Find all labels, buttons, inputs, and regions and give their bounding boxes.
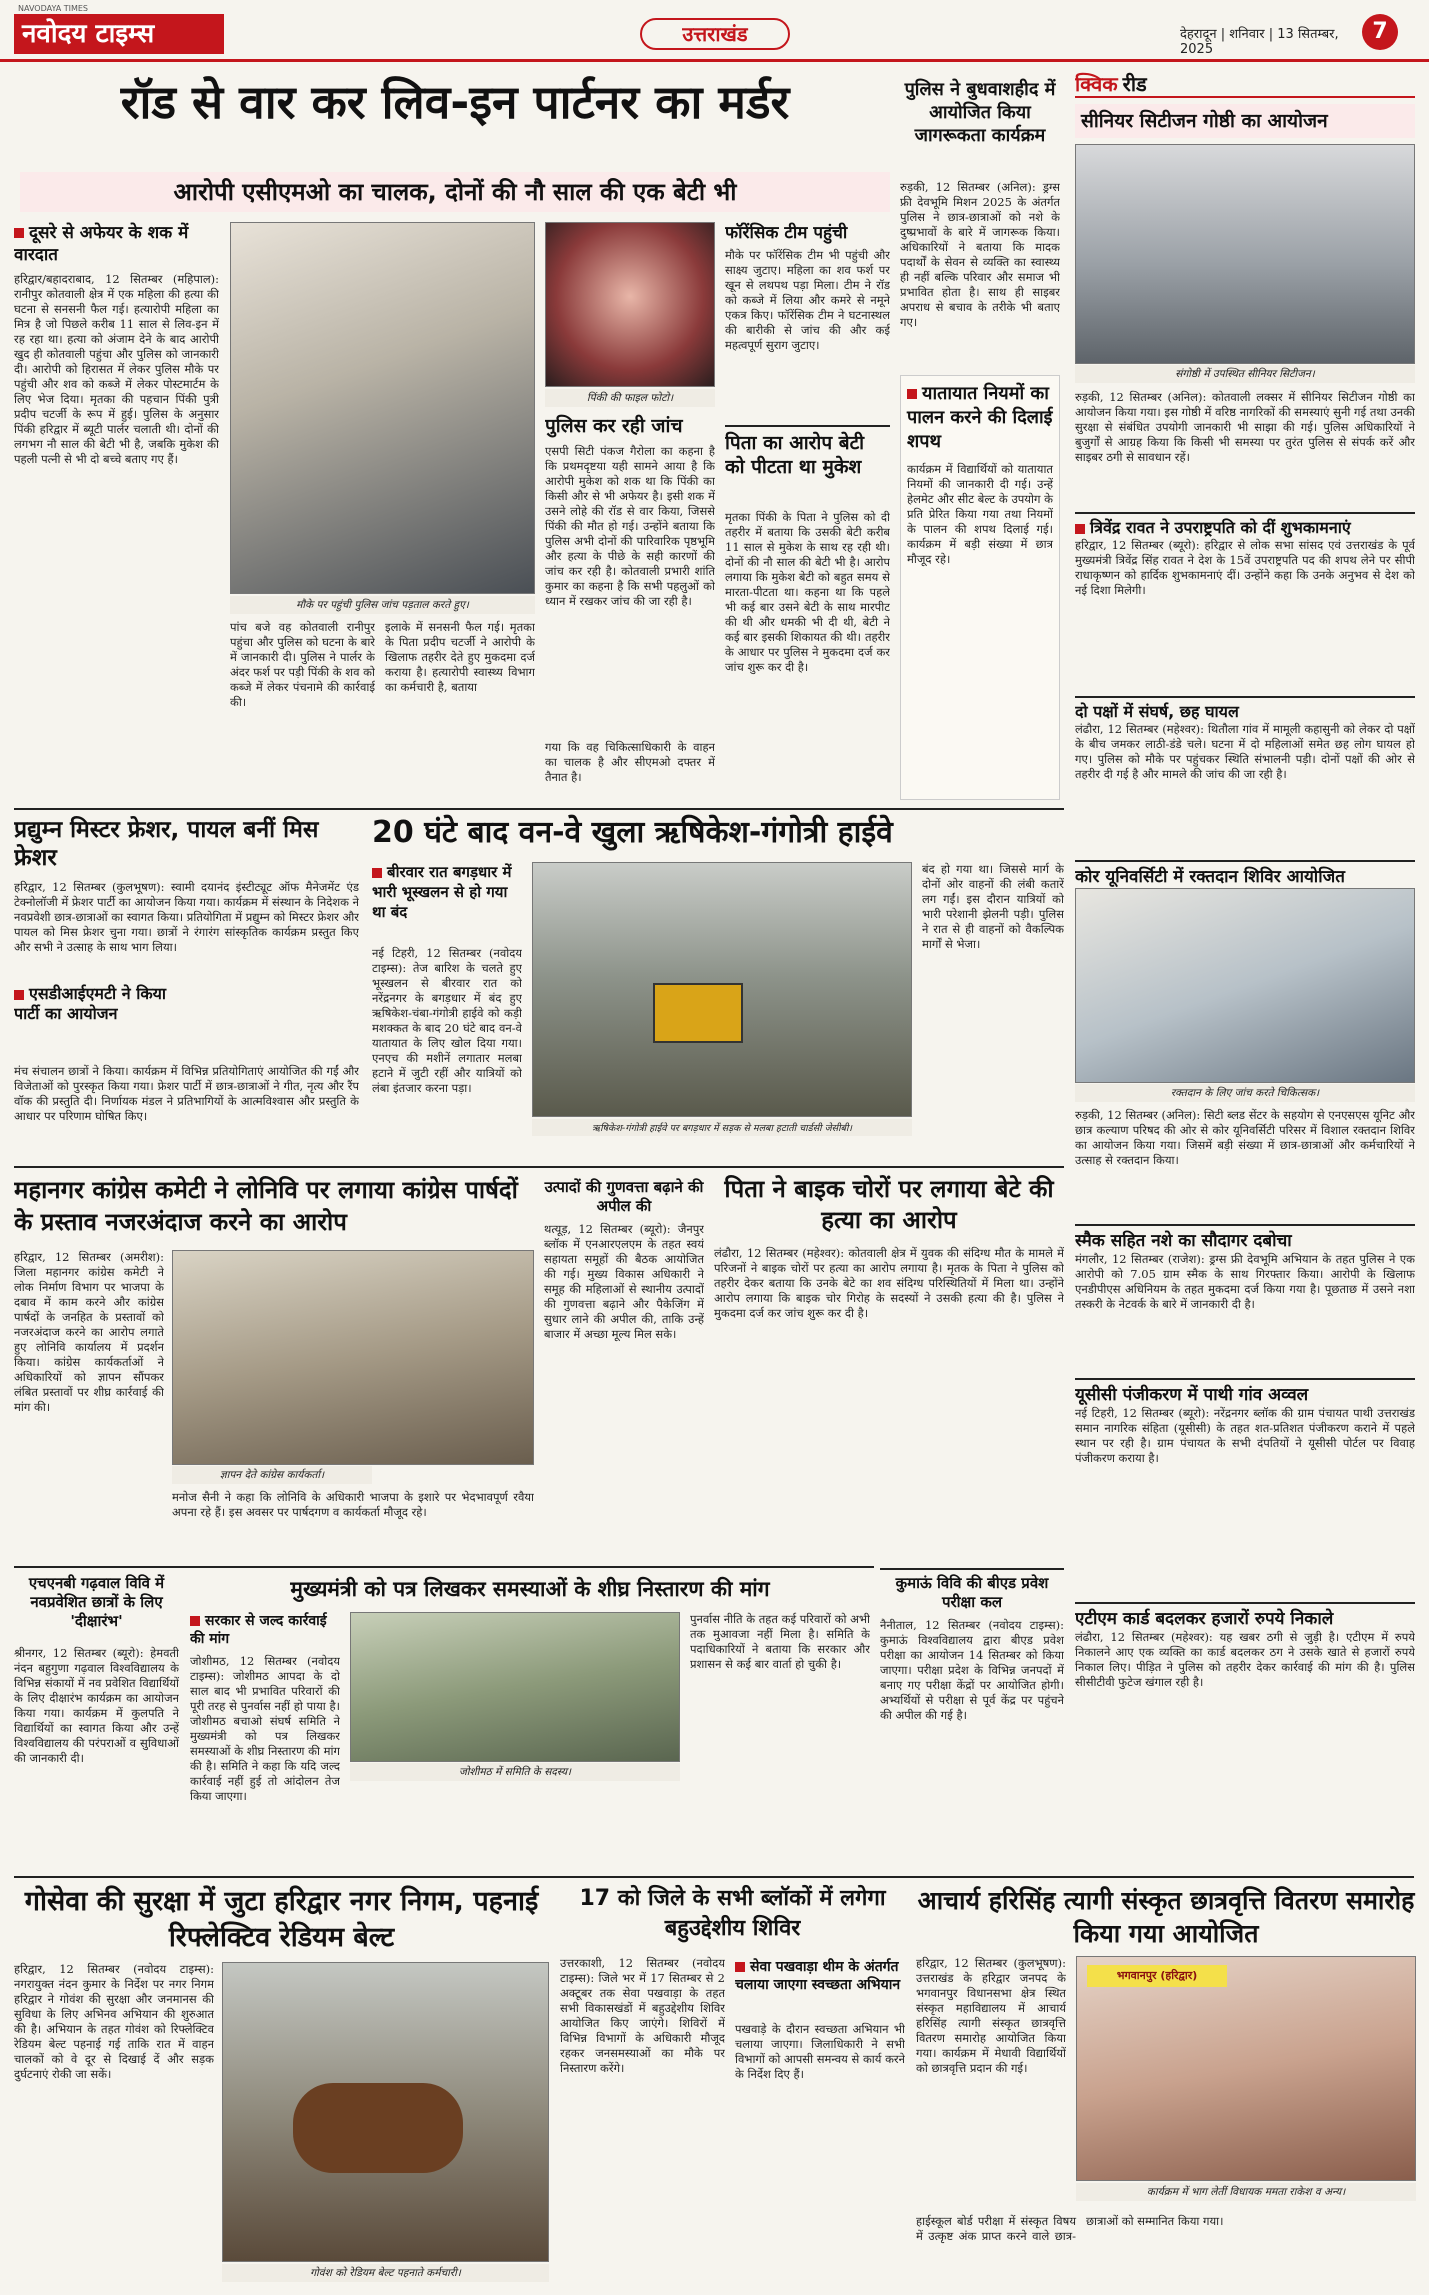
page-number: 7	[1362, 14, 1398, 50]
atm-head: एटीएम कार्ड बदलकर हजारों रुपये निकाले	[1075, 1602, 1415, 1630]
highway-body: नई टिहरी, 12 सितम्बर (नवोदय टाइम्स): तेज बारिश के चलते हुए भूस्खलन से बीरवार रात को नरेंद्रनगर के बगड़धार में बंद हुए ऋषिकेश-चंबा-गंगोत्री हाईवे को कड़ी मशक्कत के बाद 20 घंटे बाद वन-वे यातायात के लिए खोल दिया गया। एनएच की मशीनें लगातार मलबा हटाने में जुटी रहीं और यात्रियों को लंबा इंतजार करना पड़ा।	[372, 946, 522, 1095]
date: 13 सितम्बर, 2025	[1180, 27, 1339, 57]
hnb-head: एचएनबी गढ़वाल विवि में नवप्रवेशित छात्रों के लिए 'दीक्षारंभ'	[28, 1574, 165, 1630]
cm-photo	[350, 1612, 680, 1762]
senior-photo	[1075, 144, 1415, 364]
sanskrit-body2: हाईस्कूल बोर्ड परीक्षा में संस्कृत विषय में उत्कृष्ट अंक प्राप्त करने वाले छात्र-छात्राओं को सम्मानित किया गया।	[916, 2214, 1224, 2243]
ucc-head: यूसीसी पंजीकरण में पाथी गांव अव्वल	[1075, 1378, 1415, 1406]
lead-headline: रॉड से वार कर लिव-इन पार्टनर का मर्डर	[120, 75, 790, 129]
camp-subbody: पखवाड़े के दौरान स्वच्छता अभियान भी चलाया जाएगा। जिलाधिकारी ने सभी विभागों को आपसी समन्वय से कार्य करने के निर्देश दिए हैं।	[735, 2022, 905, 2081]
rule-4	[14, 1876, 1414, 1878]
cow-photo-caption: गोवंश को रेडियम बेल्ट पहनाते कर्मचारी।	[222, 2264, 549, 2282]
paper-logo[interactable]: नवोदय टाइम्स	[14, 14, 224, 54]
congress-photo-caption: ज्ञापन देते कांग्रेस कार्यकर्ता।	[172, 1466, 372, 1484]
sanskrit-photo-caption: कार्यक्रम में भाग लेतीं विधायक ममता राकेश व अन्य।	[1076, 2183, 1416, 2201]
camp-head: 17 को जिले के सभी ब्लॉकों में लगेगा बहुउद्देशीय शिविर	[579, 1886, 886, 1941]
jcb-shape	[653, 983, 743, 1043]
quick-read-label: क्विक	[1075, 72, 1118, 96]
sanskrit-head: आचार्य हरिसिंह त्यागी संस्कृत छात्रवृत्ति वितरण समारोह किया गया आयोजित	[917, 1886, 1415, 1948]
blood-body: रुड़की, 12 सितम्बर (अनिल): सिटी ब्लड सेंटर के सहयोग से एनएसएस यूनिट और छात्र कल्याण परिषद की ओर से कोर यूनिवर्सिटी परिसर में विशाल रक्तदान शिविर का आयोजन किया गया। जिसमें बड़ी संख्या में छात्र-छात्राओं और कर्मचारियों ने उत्साह से रक्तदान किया।	[1075, 1108, 1415, 1167]
father-body: मृतका पिंकी के पिता ने पुलिस को दी तहरीर में बताया कि उसकी बेटी करीब 11 साल से मुकेश के साथ रह रही थी। दोनों की नौ साल की बेटी भी है। आरोप लगाया कि मुकेश बेटी को बहुत समय से मारता-पीटता था। कहना था कि पहले भी कई बार उसने बेटी के साथ मारपीट की थी और धमकी भी दी थी, बेटी ने कई बार इसकी शिकायत की थी। तहरीर के आधार पर पुलिस ने मुकदमा दर्ज कर जांच शुरू कर दी है।	[725, 510, 890, 674]
sanskrit-photo	[1076, 1956, 1416, 2181]
traffic-box-body: कार्यक्रम में विद्यार्थियों को यातायात नियमों की जानकारी दी गई। उन्हें हेलमेट और सीट बेल्ट के उपयोग के प्रति प्रेरित किया गया तथा नियमों के पालन की शपथ दिलाई गई। कार्यक्रम में बड़ी संख्या में छात्र मौजूद रहे।	[907, 462, 1053, 566]
camp-subhead: सेवा पखवाड़ा थीम के अंतर्गत चलाया जाएगा स्वच्छता अभियान	[735, 1958, 905, 1994]
senior-body: रुड़की, 12 सितम्बर (अनिल): कोतवाली लक्सर में सीनियर सिटीजन गोष्ठी का आयोजन किया गया। इस गोष्ठी में वरिष्ठ नागरिकों की समस्याएं सुनी गई तथा उनकी सुरक्षा से संबंधित उपयोगी जानकारी भी साझा की गई। पुलिस अधिकारियों ने बुजुर्गों से आग्रह किया कि किसी भी समस्या पर तुरंत पुलिस से संपर्क करें और साइबर ठगी से सावधान रहें।	[1075, 390, 1415, 464]
highway-subhead: बीरवार रात बगड़धार में भारी भूस्खलन से हो गया था बंद	[372, 862, 522, 922]
trivendra-head: त्रिवेंद्र रावत ने उपराष्ट्रपति को दीं शुभकामनाएं	[1075, 512, 1415, 538]
lead-photo-2-caption: पिंकी की फाइल फोटो।	[545, 389, 715, 407]
cow-head: गोसेवा की सुरक्षा में जुटा हरिद्वार नगर निगम, पहनाई रिफ्लेक्टिव रेडियम बेल्ट	[24, 1886, 539, 1953]
lead-side1-head: दूसरे से अफेयर के शक में वारदात	[14, 222, 219, 266]
highway-photo-caption: ऋषिकेश-गंगोत्री हाईवे पर बगड़धार में सड़क से मलबा हटाती चार्डसी जेसीबी।	[532, 1119, 912, 1136]
quality-head: उत्पादों की गुणवत्ता बढ़ाने की अपील की	[544, 1178, 704, 1215]
section-label[interactable]: उत्तराखंड	[640, 18, 790, 50]
cm-photo-caption: जोशीमठ में समिति के सदस्य।	[350, 1763, 680, 1781]
lead-side1-body: हरिद्वार/बहादराबाद, 12 सितम्बर (महिपाल): रानीपुर कोतवाली क्षेत्र में एक महिला की हत्या की घटना से सनसनी फैल गई। हत्यारोपी महिला का मित्र है जो पिछले करीब 11 साल से लिव-इन में रह रहा था। हत्या को अंजाम देने के बाद आरोपी खुद ही कोतवाली पहुंचा और पुलिस को जानकारी दी। आरोपी को हिरासत में लेकर पुलिस मौके पर पहुंची और शव को कब्जे में लेकर पोस्टमार्टम के लिए भेज दिया। मृतका की पहचान पिंकी पुत्री प्रदीप चटर्जी के रूप में हुई। पुलिस के अनुसार पिंकी हरिद्वार में ब्यूटी पार्लर चलाती थी। दोनों की लगभग नौ साल की बेटी भी है, जबकि मुकेश की पहली पत्नी से भी दो बच्चे बताए गए हैं।	[14, 272, 219, 466]
senior-head: सीनियर सिटीजन गोष्ठी का आयोजन	[1075, 104, 1415, 138]
atm-body: लंढौरा, 12 सितम्बर (महेश्वर): यह खबर ठगी से जुड़ी है। एटीएम में रुपये निकालने आए एक व्यक्ति का कार्ड बदलकर ठग ने उसके खाते से हजारों रुपये निकाल लिए। पीड़ित ने पुलिस को तहरीर देकर कार्रवाई की मांग की है। पुलिस सीसीटीवी फुटेज खंगाल रही है।	[1075, 1630, 1415, 1689]
lead-photo1-cont: इलाके में सनसनी फैल गई। मृतका के पिता प्रदीप चटर्जी ने आरोपी के खिलाफ तहरीर देते हुए मुकदमा दर्ज कराया है। हत्यारोपी स्वास्थ्य विभाग का कर्मचारी है, बताया	[385, 620, 535, 694]
police-head: पुलिस कर रही जांच	[545, 415, 683, 437]
quality-body: थत्यूड़, 12 सितम्बर (ब्यूरो): जैनपुर ब्लॉक में एनआरएलएम के तहत स्वयं सहायता समूहों की बैठक आयोजित की गई। मुख्य विकास अधिकारी ने समूह की महिलाओं से स्थानीय उत्पादों की गुणवत्ता बढ़ाने और पैकेजिंग में सुधार लाने की अपील की, ताकि उन्हें बाजार में अच्छा मूल्य मिल सके।	[544, 1222, 704, 1341]
dateline: देहरादून | शनिवार | 13 सितम्बर, 2025	[1180, 27, 1339, 57]
lead-photo-2	[545, 222, 715, 387]
police-cont: गया कि वह चिकित्साधिकारी के वाहन का चालक है और सीएमओ दफ्तर में तैनात है।	[545, 740, 715, 800]
forensic-head: फॉरेंसिक टीम पहुंची	[725, 223, 848, 243]
police-body: एसपी सिटी पंकज गैरोला का कहना है कि प्रथमदृष्टया यही सामने आया है कि आरोपी मुकेश को शक था कि पिंकी का किसी और से भी अफेयर है। इसी शक में उसने लोहे की रॉड से वार किया, जिससे पिंकी की मौत हो गई। उन्होंने बताया कि पुलिस अभी दोनों की पारिवारिक पृष्ठभूमि और हत्या के पीछे के सही कारणों की जांच कर रही है। कोतवाली प्रभारी शांति कुमार का कहना है कि सभी पहलुओं को ध्यान में रखकर जांच की जा रही है।	[545, 444, 715, 608]
lead-photo-1-caption: मौके पर पहुंची पुलिस जांच पड़ताल करते हुए।	[230, 596, 535, 614]
blood-head: कोर यूनिवर्सिटी में रक्तदान शिविर आयोजित	[1075, 860, 1415, 888]
traffic-box	[900, 375, 1060, 800]
sanskrit-body: हरिद्वार, 12 सितम्बर (कुलभूषण): उत्तराखंड के हरिद्वार जनपद के भगवानपुर विधानसभा क्षेत्र स्थित संस्कृत महाविद्यालय में आचार्य हरिसिंह त्यागी संस्कृत छात्रवृत्ति वितरण समारोह आयोजित किया गया। कार्यक्रम में मेधावी विद्यार्थियों को छात्रवृत्ति प्रदान की गई।	[916, 1956, 1066, 2075]
pradyumna-body: हरिद्वार, 12 सितम्बर (कुलभूषण): स्वामी दयानंद इंस्टीट्यूट ऑफ मैनेजमेंट एंड टेक्नोलॉजी में फ्रेशर पार्टी का आयोजन किया गया। कार्यक्रम में संस्थान के निदेशक ने नवप्रवेशी छात्र-छात्राओं का स्वागत किया। प्रतियोगिता में प्रद्युम्न को मिस्टर फ्रेशर और पायल को मिस फ्रेशर चुना गया। छात्रों ने रंगारंग सांस्कृतिक कार्यक्रम प्रस्तुत किए और सभी ने उत्साह के साथ भाग लिया।	[14, 880, 359, 954]
ucc-body: नई टिहरी, 12 सितम्बर (ब्यूरो): नरेंद्रनगर ब्लॉक की ग्राम पंचायत पाथी उत्तराखंड समान नागरिक संहिता (यूसीसी) के तहत शत-प्रतिशत पंजीकरण कराने में पहले स्थान पर रही है। ग्राम पंचायत के सभी दंपतियों ने यूसीसी पोर्टल पर विवाह पंजीकरण कराया है।	[1075, 1406, 1415, 1465]
smack-body: मंगलौर, 12 सितम्बर (राजेश): ड्रग्स फ्री देवभूमि अभियान के तहत पुलिस ने एक आरोपी को 7.05 ग्राम स्मैक के साथ गिरफ्तार किया। आरोपी के खिलाफ एनडीपीएस अधिनियम के तहत मुकदमा दर्ज किया गया है। पूछताछ में उसने नशा तस्करी के नेटवर्क के बारे में जानकारी दी है।	[1075, 1252, 1415, 1311]
fight-body: लंढौरा, 12 सितम्बर (महेश्वर): थितौला गांव में मामूली कहासुनी को लेकर दो पक्षों के बीच जमकर लाठी-डंडे चले। घटना में दो महिलाओं समेत छह लोग घायल हो गए। पुलिस को मौके पर पहुंचकर स्थिति संभालनी पड़ी। दोनों पक्षों की ओर से तहरीर दी गई है और मामले की जांच की जा रही है।	[1075, 722, 1415, 781]
bike-head: पिता ने बाइक चोरों पर लगाया बेटे की हत्या का आरोप	[724, 1175, 1054, 1234]
blood-photo-caption: रक्तदान के लिए जांच करते चिकित्सक।	[1075, 1084, 1415, 1102]
traffic-box-head: यातायात नियमों का पालन करने की दिलाई शपथ	[907, 383, 1053, 452]
cm-subhead: सरकार से जल्द कार्रवाई की मांग	[190, 1612, 340, 1648]
sdimt-head: एसडीआईएमटी ने किया पार्टी का आयोजन	[14, 984, 174, 1024]
rule-3	[14, 1566, 874, 1568]
pradyumna-head: प्रद्युम्न मिस्टर फ्रेशर, पायल बनीं मिस फ्रेशर	[14, 817, 319, 871]
quick-read-text: रीड	[1122, 72, 1147, 96]
trivendra-body: हरिद्वार, 12 सितम्बर (ब्यूरो): हरिद्वार से लोक सभा सांसद एवं उत्तराखंड के पूर्व मुख्यमंत्री त्रिवेंद्र सिंह रावत ने देश के 15वें उपराष्ट्रपति पद की शपथ लेने पर सीपी राधाकृष्णन को हार्दिक शुभकामनाएं दीं। उन्होंने कहा कि उनके अनुभव से देश को नई दिशा मिलेगी।	[1075, 538, 1415, 597]
bike-body: लंढौरा, 12 सितम्बर (महेश्वर): कोतवाली क्षेत्र में युवक की संदिग्ध मौत के मामले में परिजनों ने बाइक चोरों पर हत्या का आरोप लगाया है। मृतक के पिता ने पुलिस को तहरीर देकर बताया कि उनके बेटे का शव संदिग्ध परिस्थितियों में मिला था। उन्होंने आरोप लगाया कि बाइक चोर गिरोह के सदस्यों ने उसकी हत्या की है। पुलिस ने मुकदमा दर्ज कर जांच शुरू कर दी है।	[714, 1246, 1064, 1320]
cow-shape	[293, 2083, 463, 2173]
cm-body: जोशीमठ, 12 सितम्बर (नवोदय टाइम्स): जोशीमठ आपदा के दो साल बाद भी प्रभावित परिवारों की पूरी तरह से पुनर्वास नहीं हो पाया है। जोशीमठ बचाओ संघर्ष समिति ने मुख्यमंत्री को पत्र लिखकर समस्याओं के शीघ्र निस्तारण की मांग की है। समिति ने कहा कि यदि जल्द कार्रवाई नहीं हुई तो आंदोलन तेज किया जाएगा।	[190, 1654, 340, 1803]
cow-photo	[222, 1962, 549, 2262]
camp-body: उत्तरकाशी, 12 सितम्बर (नवोदय टाइम्स): जिले भर में 17 सितम्बर से 2 अक्टूबर तक सेवा पखवाड़ा के तहत सभी विकासखंडों में बहुउद्देशीय शिविर आयोजित किए जाएंगे। शिविरों में विभिन्न विभागों के अधिकारी मौजूद रहकर जनसमस्याओं का मौके पर निस्तारण करेंगे।	[560, 1956, 725, 2075]
quick-read-tag	[1075, 70, 1415, 98]
congress-body: हरिद्वार, 12 सितम्बर (अमरीश): जिला महानगर कांग्रेस कमेटी ने लोक निर्माण विभाग पर भाजपा के दबाव में काम करने और कांग्रेस पार्षदों के जनहित के प्रस्तावों को नजरअंदाज करने का आरोप लगाते हुए लोनिवि कार्यालय में प्रदर्शन किया। कांग्रेस कार्यकर्ताओं ने अधिकारियों को ज्ञापन सौंपकर लंबित प्रस्तावों पर शीघ्र कार्रवाई की मांग की।	[14, 1250, 164, 1414]
senior-photo-caption: संगोष्ठी में उपस्थित सीनियर सिटीजन।	[1075, 365, 1415, 383]
fight-head: दो पक्षों में संघर्ष, छह घायल	[1075, 696, 1415, 722]
city: देहरादून	[1180, 27, 1217, 42]
entrance-body: नैनीताल, 12 सितम्बर (नवोदय टाइम्स): कुमाऊं विश्वविद्यालय द्वारा बीएड प्रवेश परीक्षा का आयोजन 14 सितम्बर को किया जाएगा। परीक्षा प्रदेश के विभिन्न जनपदों में बनाए गए परीक्षा केंद्रों पर आयोजित होगी। अभ्यर्थियों से परीक्षा से पूर्व केंद्र पर पहुंचने की अपील की गई है।	[880, 1618, 1064, 1722]
lead-subhead: आरोपी एसीएमओ का चालक, दोनों की नौ साल की एक बेटी भी	[20, 172, 890, 212]
congress-photo	[172, 1250, 534, 1465]
hnb-body: श्रीनगर, 12 सितम्बर (ब्यूरो): हेमवती नंदन बहुगुणा गढ़वाल विश्वविद्यालय के विभिन्न संकायों में नव प्रवेशित विद्यार्थियों के लिए दीक्षारंभ कार्यक्रम का आयोजन किया गया। कार्यक्रम में कुलपति ने विद्यार्थियों का स्वागत किया और उन्हें विश्वविद्यालय की परंपराओं व सुविधाओं की जानकारी दी।	[14, 1646, 179, 1765]
ek-head: पुलिस ने बुधवाशहीद में आयोजित किया जागरूकता कार्यक्रम	[904, 79, 1056, 146]
rule-1	[14, 808, 1064, 810]
lead-photo-1	[230, 222, 535, 594]
masthead	[0, 0, 1429, 62]
rule-2	[14, 1166, 1064, 1168]
highway-body2: बंद हो गया था। जिससे मार्ग के दोनों ओर वाहनों की लंबी कतारें लग गईं। इस दौरान यात्रियों को भारी परेशानी झेलनी पड़ी। पुलिस ने रात से ही वाहनों को वैकल्पिक मार्गों से भेजा।	[922, 862, 1064, 951]
paper-small: NAVODAYA TIMES	[18, 4, 89, 13]
ek-body: रुड़की, 12 सितम्बर (अनिल): ड्रग्स फ्री देवभूमि मिशन 2025 के अंतर्गत पुलिस ने छात्र-छात्राओं को नशे के दुष्प्रभावों के बारे में जागरूक किया। अधिकारियों ने बताया कि मादक पदार्थों के सेवन से व्यक्ति का स्वास्थ्य ही नहीं बल्कि परिवार और समाज भी प्रभावित होता है। साथ ही साइबर अपराध से बचाव के तरीके भी बताए गए।	[900, 180, 1060, 329]
entrance-head: कुमाऊं विवि की बीएड प्रवेश परीक्षा कल	[880, 1568, 1064, 1612]
cm-head: मुख्यमंत्री को पत्र लिखकर समस्याओं के शीघ्र निस्तारण की मांग	[290, 1577, 770, 1601]
blood-photo	[1075, 888, 1415, 1083]
congress-body2: मनोज सैनी ने कहा कि लोनिवि के अधिकारी भाजपा के इशारे पर भेदभावपूर्ण रवैया अपना रहे हैं। इस अवसर पर पार्षदगण व कार्यकर्ता मौजूद रहे।	[172, 1490, 534, 1519]
cm-body2: पुनर्वास नीति के तहत कई परिवारों को अभी तक मुआवजा नहीं मिला है। समिति के पदाधिकारियों ने बताया कि सरकार और प्रशासन से कई बार वार्ता हो चुकी है।	[690, 1612, 870, 1671]
sanskrit-banner: भगवानपुर (हरिद्वार)	[1087, 1965, 1227, 1987]
father-head: पिता का आरोप बेटी को पीटता था मुकेश	[725, 425, 890, 479]
highway-photo	[532, 862, 912, 1117]
sdimt-body: मंच संचालन छात्रों ने किया। कार्यक्रम में विभिन्न प्रतियोगिताएं आयोजित की गईं और विजेताओं को पुरस्कृत किया गया। फ्रेशर पार्टी में छात्र-छात्राओं ने गीत, नृत्य और रैंप वॉक की प्रस्तुति दी। निर्णायक मंडल ने प्रतिभागियों के आत्मविश्वास और प्रस्तुति के आधार पर परिणाम घोषित किए।	[14, 1064, 359, 1123]
day: शनिवार	[1229, 27, 1265, 42]
smack-head: स्मैक सहित नशे का सौदागर दबोचा	[1075, 1224, 1415, 1252]
highway-head: 20 घंटे बाद वन-वे खुला ऋषिकेश-गंगोत्री हाईवे	[372, 815, 893, 850]
cow-body: हरिद्वार, 12 सितम्बर (नवोदय टाइम्स): नगरायुक्त नंदन कुमार के निर्देश पर नगर निगम हरिद्वार ने गोवंश की सुरक्षा और जनमानस की सुविधा के लिए अभिनव अभियान की शुरुआत की है। अभियान के तहत गोवंश को रिफ्लेक्टिव रेडियम बेल्ट पहनाई गई ताकि रात में वाहन चालकों को वे दूर से दिखाई दें और सड़क दुर्घटनाएं रोकी जा सकें।	[14, 1962, 214, 2081]
congress-head: महानगर कांग्रेस कमेटी ने लोनिवि पर लगाया कांग्रेस पार्षदों के प्रस्ताव नजरअंदाज करने का आरोप	[14, 1176, 518, 1236]
forensic-body: मौके पर फॉरेंसिक टीम भी पहुंची और साक्ष्य जुटाए। महिला का शव फर्श पर खून से लथपथ पड़ा मिला। टीम ने रॉड को कब्जे में लिया और कमरे से नमूने एकत्र किए। फॉरेंसिक टीम ने घटनास्थल की बारीकी से जांच की और कई महत्वपूर्ण सुराग जुटाए।	[725, 248, 890, 352]
lead-side1-cont: पांच बजे वह कोतवाली रानीपुर पहुंचा और पुलिस को घटना के बारे में जानकारी दी। पुलिस ने पार्लर के अंदर फर्श पर पड़ी पिंकी के शव को कब्जे में लेकर पंचनामे की कार्रवाई की।	[230, 620, 375, 709]
